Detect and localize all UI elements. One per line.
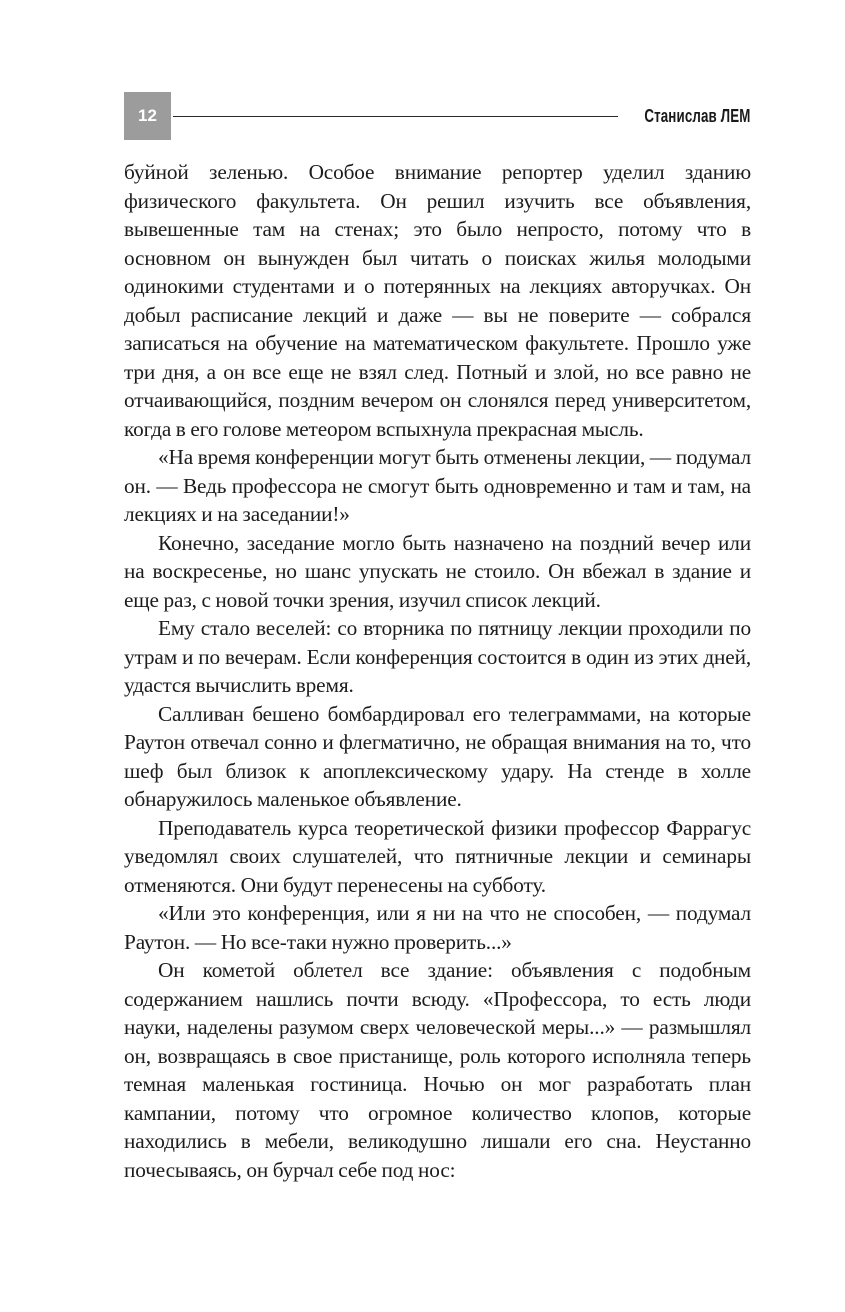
paragraph: «Или это конференция, или я ни на что не способен, — подумал Раутон. — Но все-таки нужно проверить...» <box>124 901 751 954</box>
paragraph: Он кометой облетел все здание: объявления с подобным содержанием нашлись почти всюду. «Профессора, то есть люди науки, наделены разумом сверх человеческой меры...» — размышлял он, возвращаясь в свое пристанище, роль которого исполняла теперь темная маленькая гостиница. Ночью он мог разработать план кампании, потому что огромное количество клопов, которые находились в мебели, великодушно лишали его сна. Неустанно почесываясь, он бурчал себе под нос: <box>124 958 751 1182</box>
body-text <box>124 158 751 1184</box>
paragraph: «На время конференции могут быть отменены лекции, — подумал он. — Ведь профессора не смогут быть одновременно и там и там, на лекциях и на заседании!» <box>124 445 751 526</box>
paragraph: Салливан бешено бомбардировал его телеграммами, на которые Раутон отвечал сонно и флегматично, не обращая внимания на то, что шеф был близок к апоплексическому удару. На стенде в холле обнаружилось маленькое объявление. <box>124 701 751 811</box>
paragraph: Ему стало веселей: со вторника по пятницу лекции проходили по утрам и по вечерам. Если конференция состоится в один из этих дней, удастся вычислить время. <box>124 616 751 697</box>
paragraph: Преподаватель курса теоретической физики профессор Фаррагус уведомлял своих слушателей, что пятничные лекции и семинары отменяются. Они будут перенесены на субботу. <box>124 815 751 897</box>
header-rule <box>173 116 618 117</box>
running-head-author: Станислав ЛЕМ <box>644 106 751 126</box>
paragraph: буйной зеленью. Особое внимание репортер уделил зданию физического факультета. Он решил изучить все объявления, вывешенные там на стенах; это было непросто, потому что в основном он вынужден был читать о поисках жилья молодыми одинокими студентами и о потерянных на лекциях авторучках. Он добыл расписание лекций и даже — вы не поверите — собрался записаться на обучение на математическом факультете. Прошло уже три дня, а он все еще не взял след. Потный и злой, но все равно не отчаивающийся, поздним вечером он слонялся перед университетом, когда в его голове метеором вспыхнула прекрасная мысль. <box>124 160 751 441</box>
page-header <box>124 92 751 140</box>
page-number: 12 <box>124 92 171 140</box>
paragraph: Конечно, заседание могло быть назначено на поздний вечер или на воскресенье, но шанс упускать не стоило. Он вбежал в здание и еще раз, с новой точки зрения, изучил список лекций. <box>124 530 751 612</box>
